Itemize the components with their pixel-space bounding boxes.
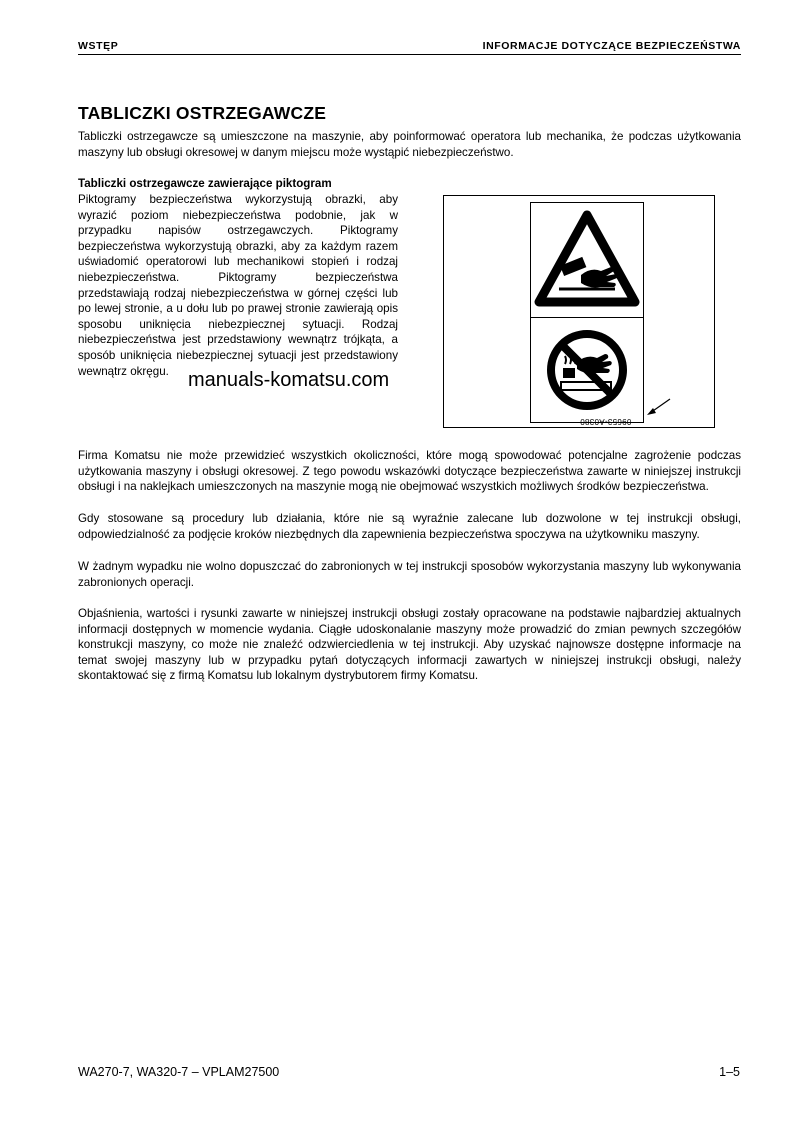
page-number: 1–5	[719, 1065, 740, 1079]
figure-code: 09653-A0380	[580, 417, 632, 426]
pictogram-paragraph: Piktogramy bezpieczeństwa wykorzystują obrazki, aby wyrazić poziom niebezpieczeństwa podobnie, jak w przypadku napisów ostrzegawczych. Piktogramy bezpieczeństwa wykorzystują obrazki, aby za każdym razem uświadomić operatorowi lub mechanikowi stopień i rodzaj niebezpieczeństwa. Piktogramy bezpieczeństwa przedstawiają rodzaj niebezpieczeństwa w górnej części lub po lewej stronie, a u dołu lub po prawej stronie zawierają opis sposobu uniknięcia niebezpiecznej sytuacji. Rodzaj niebezpieczeństwa jest przedstawiony wewnątrz trójkąta, a sposób uniknięcia niebezpiecznej sytuacji jest przedstawiony wewnątrz okręgu.	[78, 193, 398, 378]
body-paragraph: Firma Komatsu nie może przewidzieć wszystkich okoliczności, które mogą spowodować potencjalne zagrożenie podczas użytkowania maszyny i obsługi okresowej. Z tego powodu wskazówki dotyczące bezpieczeństwa zawarte w niniejszej instrukcji obsługi i na naklejkach umieszczonych na maszynie mogą nie obejmować wszystkich możliwych środków bezpieczeństwa.	[78, 449, 741, 494]
pictogram-heading: Tabliczki ostrzegawcze zawierające piktogram	[78, 177, 332, 190]
watermark: manuals-komatsu.com	[188, 369, 390, 391]
page-header	[78, 38, 741, 55]
safety-label-figure	[443, 195, 715, 428]
safety-sticker	[530, 202, 644, 423]
footer-model: WA270-7, WA320-7 – VPLAM27500	[78, 1065, 280, 1079]
no-hand-prohibition-circle-icon	[531, 318, 643, 418]
header-chapter: INFORMACJE DOTYCZĄCE BEZPIECZEŃSTWA	[482, 40, 741, 52]
body-paragraph: W żadnym wypadku nie wolno dopuszczać do zabronionych w tej instrukcji sposobów wykorzystania maszyny lub wykonywania zabronionych operacji.	[78, 560, 741, 589]
hand-crush-warning-triangle-icon	[531, 203, 643, 316]
body-paragraph: Objaśnienia, wartości i rysunki zawarte w niniejszej instrukcji obsługi zostały opracowane na podstawie najbardziej aktualnych informacji dostępnych w momencie wydania. Ciągłe udoskonalanie maszyny może prowadzić do zmian pewnych szczegółów konstrukcji maszyny, co może nie znaleźć odzwierciedlenia w tej instrukcji. Aby uzyskać najnowsze dostępne informacje na temat swojej maszyny lub w przypadku pytań dotyczących informacji zawartych w niniejszej instrukcji obsługi, należy skontaktować się z firmą Komatsu lub lokalnym dystrybutorem firmy Komatsu.	[78, 607, 741, 683]
body-paragraph: Gdy stosowane są procedury lub działania, które nie są wyraźnie zalecane lub dozwolone w tej instrukcji obsługi, odpowiedzialność za podjęcie kroków niezbędnych dla zapewnienia bezpieczeństwa spoczywa na użytkowniku maszyny.	[78, 512, 741, 541]
leader-arrow-icon	[644, 396, 672, 418]
intro-paragraph: Tabliczki ostrzegawcze są umieszczone na maszynie, aby poinformować operatora lub mechanika, że podczas użytkowania maszyny lub obsługi okresowej w danym miejscu może wystąpić niebezpieczeństwo.	[78, 130, 741, 159]
header-section: WSTĘP	[78, 40, 119, 52]
page-title: TABLICZKI OSTRZEGAWCZE	[78, 103, 327, 123]
